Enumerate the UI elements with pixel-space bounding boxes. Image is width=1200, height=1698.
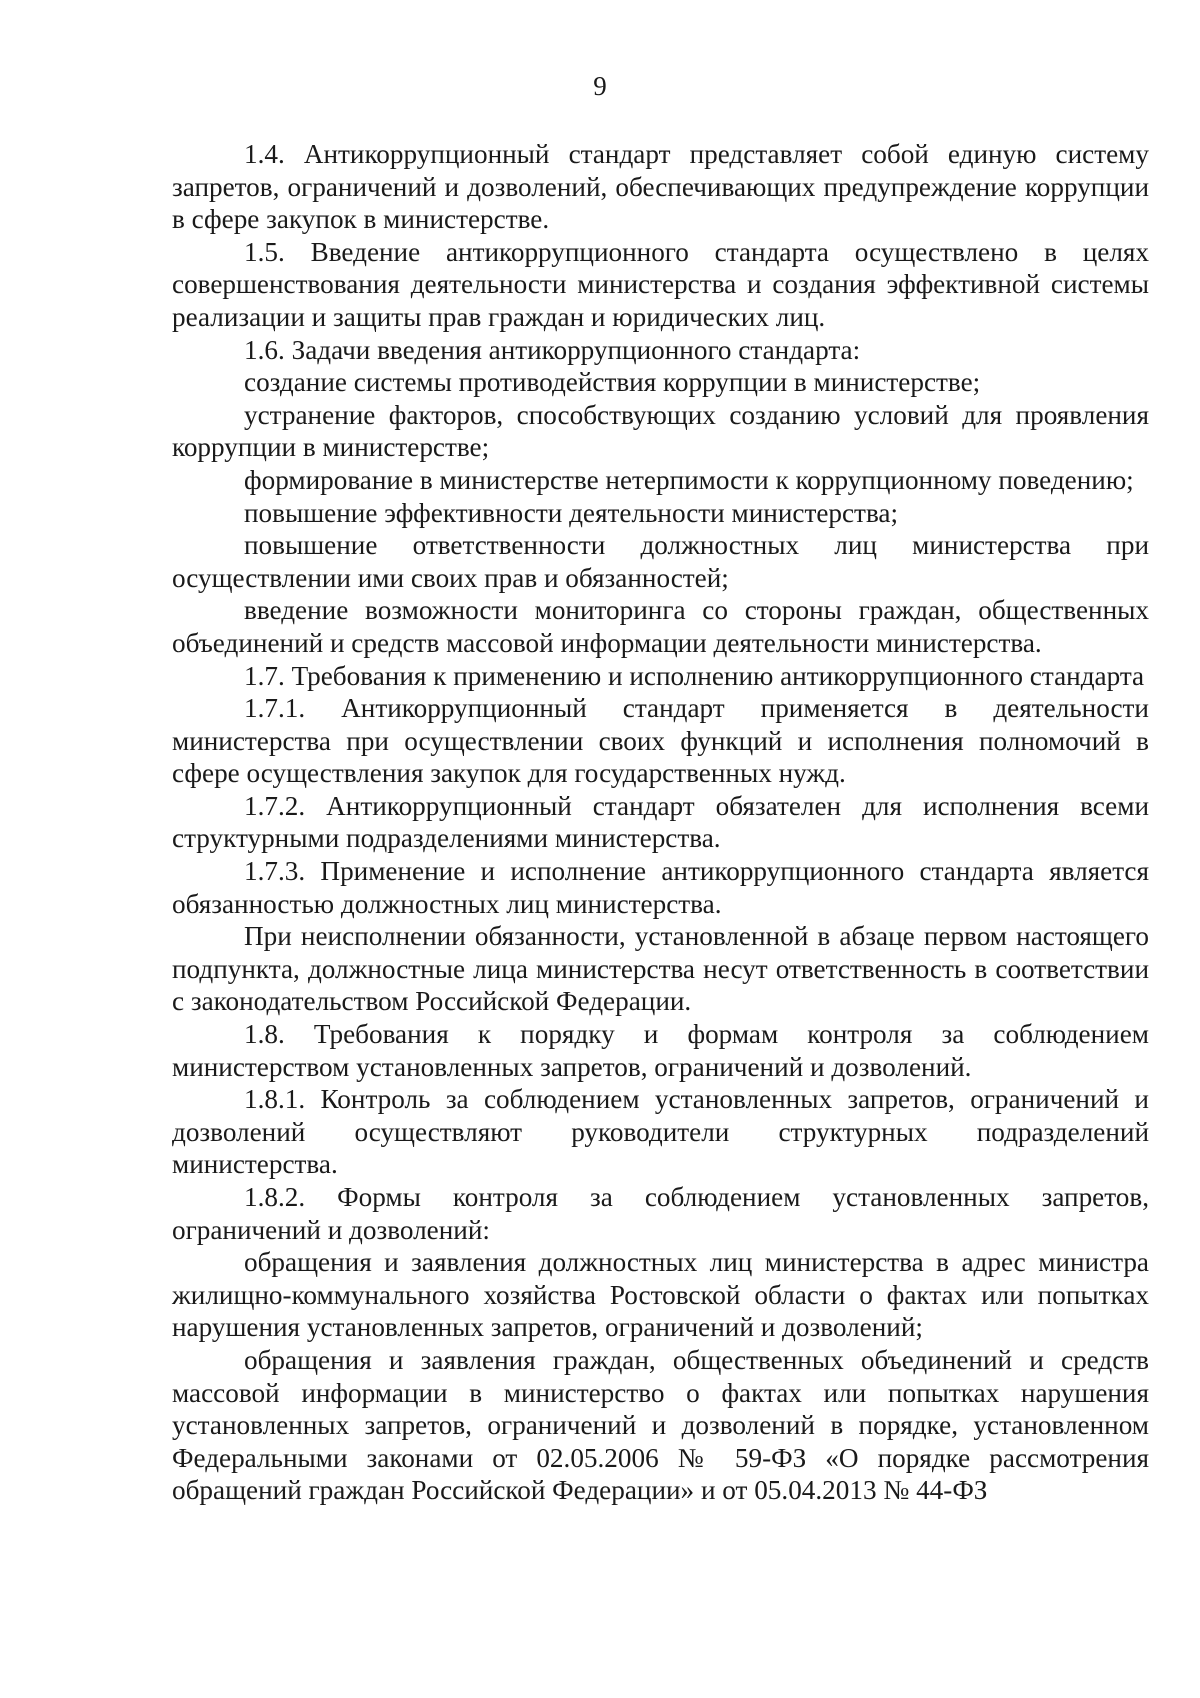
paragraph: 1.7.1. Антикоррупционный стандарт применяется в деятельности министерства при осуществлении своих функций и исполнения полномочий в сфере осуществления закупок для государственных нужд. bbox=[172, 693, 1149, 789]
paragraph: обращения и заявления должностных лиц министерства в адрес министра жилищно-коммунального хозяйства Ростовской области о фактах или попытках нарушения установленных запретов, ограничений и дозволений; bbox=[172, 1247, 1149, 1343]
paragraph: формирование в министерстве нетерпимости к коррупционному поведению; bbox=[244, 464, 1134, 495]
paragraph: обращения и заявления граждан, общественных объединений и средств массовой информации в министерство о фактах или попытках нарушения установленных запретов, ограничений и дозволений в порядке, установленном Федеральными законами от 02.05.2006 № 59-ФЗ «О порядке рассмотрения обращений граждан Российской Федерации» и от 05.04.2013 № 44-ФЗ bbox=[172, 1344, 1149, 1506]
paragraph: 1.8.1. Контроль за соблюдением установленных запретов, ограничений и дозволений осуществляют руководители структурных подразделений министерства. bbox=[172, 1084, 1149, 1180]
paragraph: 1.7. Требования к применению и исполнению антикоррупционного стандарта bbox=[244, 660, 1145, 691]
page-number: 9 bbox=[593, 71, 607, 101]
paragraph: 1.5. Введение антикоррупционного стандарта осуществлено в целях совершенствования деятельности министерства и создания эффективной системы реализации и защиты прав граждан и юридических лиц. bbox=[172, 236, 1149, 332]
paragraph: устранение факторов, способствующих созданию условий для проявления коррупции в министерстве; bbox=[172, 399, 1149, 463]
paragraph: 1.8.2. Формы контроля за соблюдением установленных запретов, ограничений и дозволений: bbox=[172, 1182, 1149, 1245]
paragraph: повышение ответственности должностных лиц министерства при осуществлении ими своих прав и обязанностей; bbox=[172, 530, 1149, 593]
paragraph: 1.8. Требования к порядку и формам контроля за соблюдением министерством установленных запретов, ограничений и дозволений. bbox=[172, 1019, 1149, 1082]
paragraph: повышение эффективности деятельности министерства; bbox=[244, 497, 899, 528]
paragraph: введение возможности мониторинга со стороны граждан, общественных объединений и средств массовой информации деятельности министерства. bbox=[172, 595, 1149, 658]
paragraph: 1.4. Антикоррупционный стандарт представляет собой единую систему запретов, ограничений и дозволений, обеспечивающих предупреждение коррупции в сфере закупок в министерстве. bbox=[172, 139, 1149, 235]
paragraph: создание системы противодействия коррупции в министерстве; bbox=[244, 367, 981, 398]
document-body bbox=[172, 138, 1149, 1507]
paragraph: При неисполнении обязанности, установленной в абзаце первом настоящего подпункта, должностные лица министерства несут ответственность в соответствии с законодательством Российской Федерации. bbox=[172, 921, 1149, 1017]
paragraph: 1.7.2. Антикоррупционный стандарт обязателен для исполнения всеми структурными подразделениями министерства. bbox=[172, 790, 1149, 854]
paragraph: 1.7.3. Применение и исполнение антикоррупционного стандарта является обязанностью должностных лиц министерства. bbox=[172, 856, 1149, 919]
paragraph: 1.6. Задачи введения антикоррупционного стандарта: bbox=[244, 334, 861, 365]
